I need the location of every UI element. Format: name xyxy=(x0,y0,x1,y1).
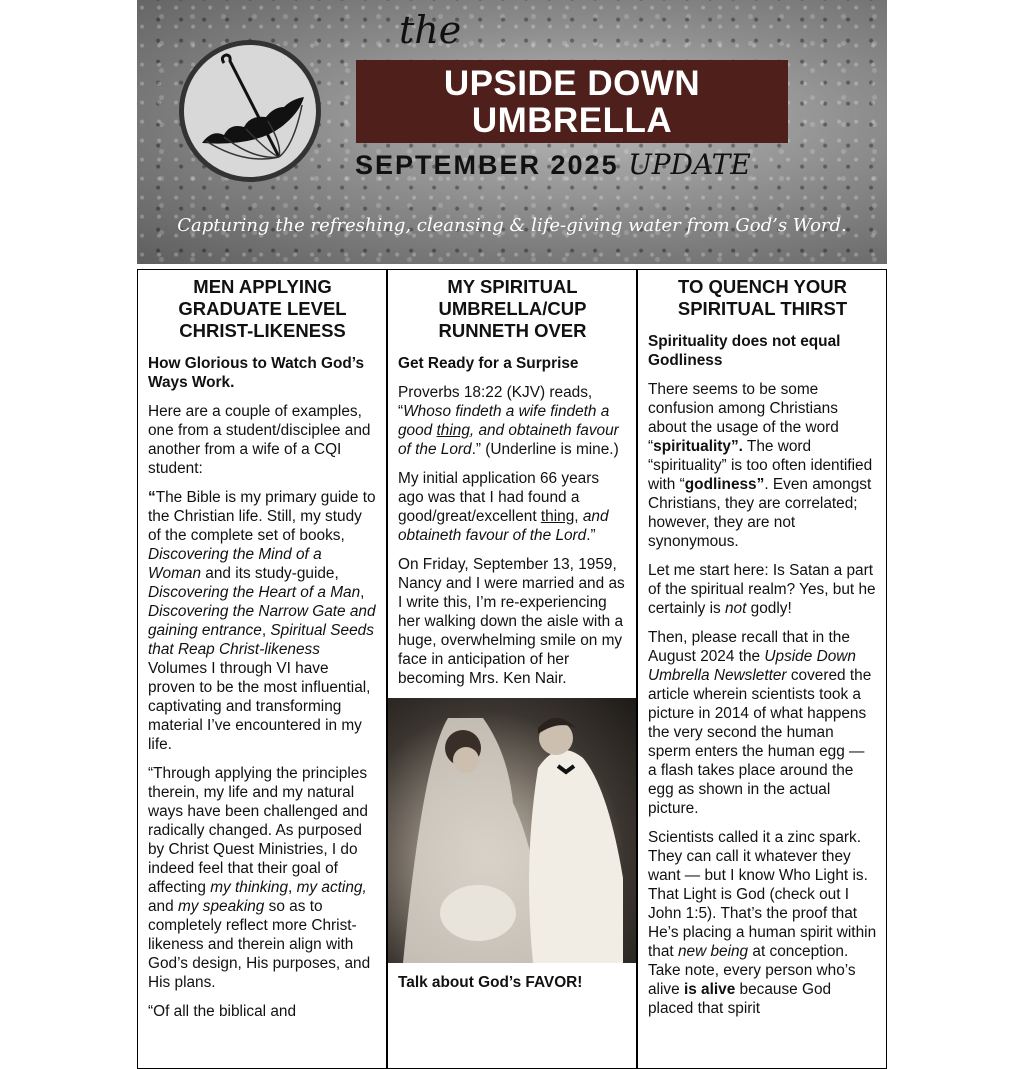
column-quench-thirst xyxy=(637,269,887,1069)
text-run: Spiritual Seeds that Reap Christ-likeness xyxy=(148,622,374,658)
text-run: and obtaineth favour of the Lord xyxy=(398,508,609,544)
text-run: my speaking xyxy=(177,898,265,915)
text-run: Then, please recall that in the August 2024 the xyxy=(648,629,850,665)
article-paragraph xyxy=(148,488,377,754)
text-run: thing xyxy=(540,508,575,525)
text-run: . Even amongst Christians, they are correlated; however, they are not synonymous. xyxy=(648,476,872,550)
text-run: , xyxy=(261,622,271,639)
article-paragraph xyxy=(648,828,877,1018)
text-run: “Of all the biblical and xyxy=(148,1003,296,1020)
newsletter-banner xyxy=(137,0,887,264)
text-run: Here are a couple of examples, one from a student/disciplee and another from a wife of a CQI student: xyxy=(148,403,371,477)
column-heading: TO QUENCH YOUR SPIRITUAL THIRST xyxy=(677,276,848,319)
text-run: Let me start here: Is Satan a part of the spiritual realm? Yes, but he certainly is xyxy=(648,562,876,617)
text-run: Scientists called it a zinc spark. They can call it whatever they want — but I know Who Light is. That Light is God (check out I John 1:5). That’s the proof that He’s placing a human spirit within that xyxy=(648,829,877,960)
upside-down-umbrella-icon xyxy=(184,45,316,177)
text-run: Volumes I through VI have proven to be the most influential, captivating and transforming material I’ve encountered in my life. xyxy=(148,660,371,753)
article-paragraph xyxy=(648,561,877,618)
column-spiritual-umbrella xyxy=(387,269,637,1069)
text-run: Upside Down Umbrella Newsletter xyxy=(648,648,856,684)
text-run: at conception. Take note, every person who’s alive xyxy=(648,943,856,998)
text-run: The word “spirituality” is too often identified with “ xyxy=(648,438,873,493)
text-run: Discovering the Heart of a Man xyxy=(148,584,361,601)
text-run: .” xyxy=(586,527,596,544)
photo-caption-subhead: Talk about God’s FAVOR! xyxy=(398,974,583,991)
article-paragraph xyxy=(398,555,627,688)
text-run: My initial application 66 years ago was that I had found a good/great/excellent xyxy=(398,470,600,525)
title-line-2: UMBRELLA xyxy=(471,101,673,140)
text-run: “Through applying the principles therein, my life and my natural ways have been challenged and radically changed. As purposed by Christ Quest Ministries, I do indeed feel that their goal of affecting xyxy=(148,765,368,896)
text-run: my thinking xyxy=(210,879,289,896)
title-line-1: UPSIDE DOWN xyxy=(443,64,701,103)
umbrella-logo xyxy=(179,40,321,182)
text-run: Discovering the Mind of a Woman xyxy=(148,546,322,582)
article-subhead: How Glorious to Watch God’s Ways Work. xyxy=(148,355,365,391)
text-run: not xyxy=(724,600,747,617)
text-run: covered the article wherein scientists took a picture in 2014 of what happens the very second the human sperm enters the human egg — a flash takes place around the egg as shown in the actual picture. xyxy=(648,667,872,817)
text-run: godly! xyxy=(746,600,792,617)
text-run: , xyxy=(288,879,297,896)
edition-date: SEPTEMBER 2025 xyxy=(355,150,619,180)
text-run: .” (Underline is mine.) xyxy=(471,441,619,458)
masthead-the: the xyxy=(399,8,462,52)
masthead-title xyxy=(356,60,788,143)
edition-suffix: UPDATE xyxy=(628,148,751,181)
text-run: and its study-guide, xyxy=(201,565,339,582)
text-run: Whoso findeth a wife findeth a good xyxy=(398,403,610,439)
article-paragraph xyxy=(148,402,377,478)
article-subhead: Get Ready for a Surprise xyxy=(398,355,579,372)
article-paragraph xyxy=(148,1002,377,1021)
text-run: godliness” xyxy=(684,476,765,493)
text-run: is alive xyxy=(683,981,736,998)
text-run: , xyxy=(574,508,583,525)
text-run: There seems to be some confusion among Christians about the usage of the word “ xyxy=(648,381,839,455)
edition-label xyxy=(355,148,751,181)
text-run: new being xyxy=(677,943,749,960)
text-run: my acting, xyxy=(296,879,367,896)
tagline: Capturing the refreshing, cleansing & life-giving water from God’s Word. xyxy=(177,215,847,236)
text-run: , and obtaineth favour of the Lord xyxy=(398,422,619,458)
article-paragraph xyxy=(648,628,877,818)
article-subhead: Spirituality does not equal Godliness xyxy=(648,333,841,369)
wedding-photo xyxy=(388,698,636,963)
text-run: The Bible is my primary guide to the Christian life. Still, my study of the complete set of books, xyxy=(148,489,376,544)
column-heading: MY SPIRITUAL UMBRELLA/CUP RUNNETH OVER xyxy=(438,276,587,341)
text-run: because God placed that spirit xyxy=(648,981,832,1017)
text-run: Discovering the Narrow Gate and gaining entrance xyxy=(148,603,376,639)
column-heading: MEN APPLYING GRADUATE LEVEL CHRIST-LIKENESS xyxy=(178,276,347,341)
text-run: “ xyxy=(148,489,156,506)
article-body xyxy=(648,380,877,1018)
text-run: On Friday, September 13, 1959, Nancy and I were married and as I write this, I’m re-experiencing her walking down the aisle with a huge, overwhelming smile on my face in anticipation of her becoming Mrs. Ken Nair. xyxy=(398,556,625,687)
text-run: , xyxy=(360,584,365,601)
text-run: so as to completely reflect more Christ-likeness and therein align with God’s design, His purposes, and His plans. xyxy=(148,898,371,991)
text-run: and xyxy=(148,898,178,915)
wedding-couple-image xyxy=(388,698,636,963)
article-paragraph xyxy=(398,469,627,545)
article-paragraph xyxy=(398,383,627,459)
text-run: spirituality”. xyxy=(653,438,743,455)
article-body xyxy=(148,402,377,1021)
article-paragraph xyxy=(648,380,877,551)
article-body xyxy=(398,383,627,688)
column-men-applying xyxy=(137,269,387,1069)
article-paragraph xyxy=(148,764,377,992)
text-run: thing xyxy=(436,422,470,439)
text-run: Proverbs 18:22 (KJV) reads, “ xyxy=(398,384,593,420)
